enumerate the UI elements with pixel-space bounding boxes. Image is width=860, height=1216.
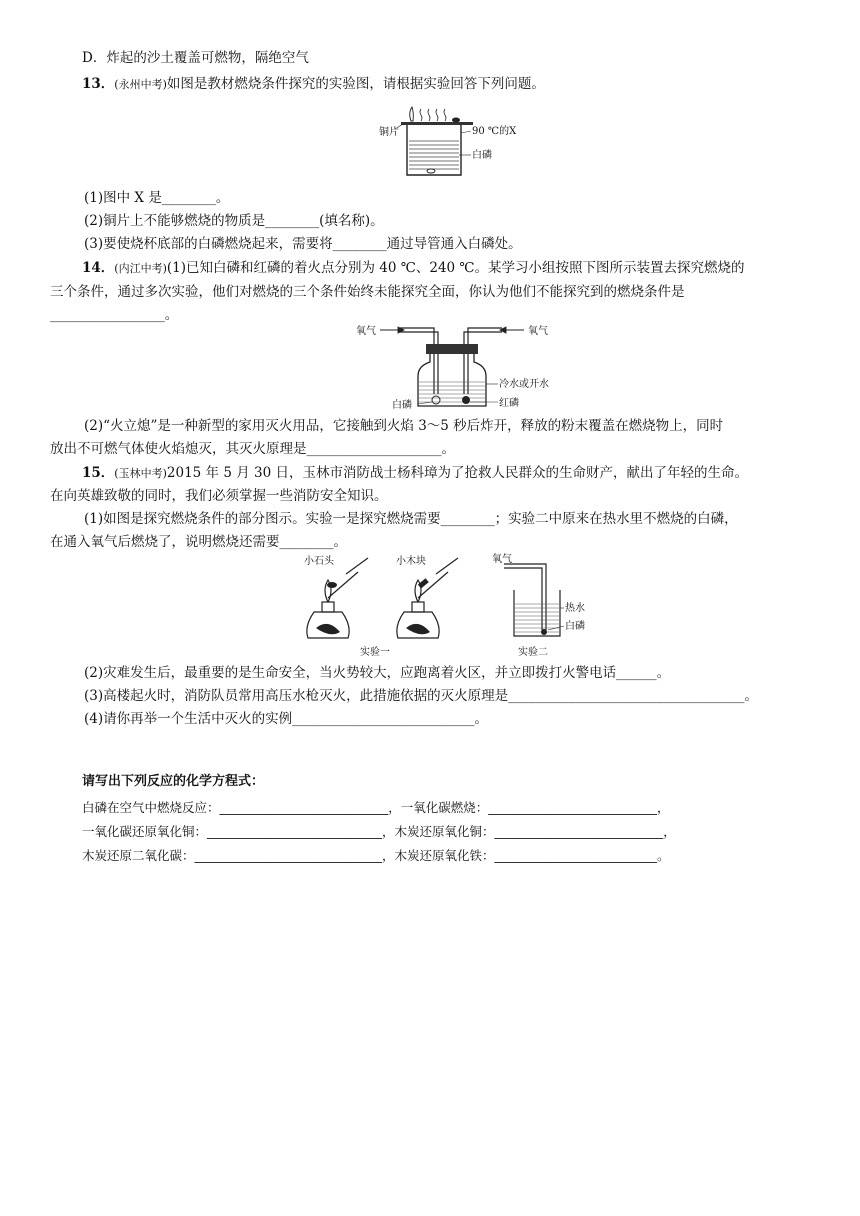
label-stone: 小石头 xyxy=(304,556,334,567)
question-number: 13． xyxy=(82,76,115,92)
question-source: (永州中考) xyxy=(114,78,167,91)
label-hot-water: 热水 xyxy=(565,603,585,614)
question-14-stem xyxy=(82,258,745,279)
question-15-stem-line-2: 在向英雄致敬的同时，我们必须掌握一些消防安全知识。 xyxy=(50,488,388,504)
label-white-phosphorus: 白磷 xyxy=(472,150,492,161)
label-oxygen: 氧气 xyxy=(492,554,512,565)
label-red-phosphorus: 红磷 xyxy=(499,398,519,409)
question-text: 如图是教材燃烧条件探究的实验图，请根据实验回答下列问题。 xyxy=(166,76,545,92)
equations-row-2: 一氧化碳还原氧化铜：____________________________，木炭还原氧化铜：___________________________， xyxy=(82,824,676,839)
equations-row-3: 木炭还原二氧化碳：______________________________，木炭还原氧化铁：__________________________。 xyxy=(82,848,670,863)
question-number: 14． xyxy=(82,260,115,276)
equations-row-1: 白磷在空气中燃烧反应：___________________________，一氧化碳燃烧：___________________________， xyxy=(82,800,670,815)
question-14-part-2-line-2: 放出不可燃气体使火焰熄灭，其灭火原理是____________________。 xyxy=(50,441,455,457)
label-oxygen-left: 氧气 xyxy=(356,326,376,337)
question-15-part-4: (4)请你再举一个生活中灭火的实例___________________________。 xyxy=(84,711,488,727)
figure-q13-combustion-setup xyxy=(375,105,525,180)
question-15-part-3: (3)高楼起火时，消防队员常用高压水枪灭火，此措施依据的灭火原理是___________________________________。 xyxy=(84,688,758,704)
figure-q15-experiments xyxy=(292,552,592,662)
question-source: (内江中考) xyxy=(114,262,167,275)
question-13-stem xyxy=(82,74,545,95)
question-13-part-1: (1)图中 X 是________。 xyxy=(84,190,230,206)
label-white-phosphorus: 白磷 xyxy=(565,621,585,632)
label-white-phosphorus: 白磷 xyxy=(392,400,412,411)
question-13-part-2: (2)铜片上不能够燃烧的物质是________(填名称)。 xyxy=(84,213,384,229)
question-15-part-1-line-2: 在通入氧气后燃烧了，说明燃烧还需要________。 xyxy=(50,534,347,550)
question-15-part-2: (2)灾难发生后，最重要的是生命安全，当火势较大，应跑离着火区，并立即拨打火警电话______。 xyxy=(84,665,671,681)
label-liquid-x: 90 ℃的X xyxy=(472,126,517,137)
label-experiment-2: 实验二 xyxy=(518,647,548,658)
option-d: D．炸起的沙土覆盖可燃物，隔绝空气 xyxy=(82,50,309,66)
figure-q14-phosphorus-apparatus xyxy=(352,322,552,412)
question-14-part-2-line-1: (2)“火立熄”是一种新型的家用灭火用品，它接触到火焰 3～5 秒后炸开，释放的粉末覆盖在燃烧物上，同时 xyxy=(84,418,724,434)
question-15-stem xyxy=(82,463,748,484)
question-source: (玉林中考) xyxy=(114,467,167,480)
label-copper: 铜片 xyxy=(379,127,399,138)
question-14-stem-line-3: _________________。 xyxy=(50,307,179,323)
question-text: (1)已知白磷和红磷的着火点分别为 40 ℃、240 ℃。某学习小组按照下图所示装置去探究燃烧的 xyxy=(166,260,745,276)
label-experiment-1: 实验一 xyxy=(360,647,390,658)
question-14-stem-line-2: 三个条件，通过多次实验，他们对燃烧的三个条件始终未能探究全面，你认为他们不能探究到的燃烧条件是 xyxy=(50,284,685,300)
label-wood: 小木块 xyxy=(396,556,426,567)
label-oxygen-right: 氧气 xyxy=(528,326,548,337)
question-13-part-3: (3)要使烧杯底部的白磷燃烧起来，需要将________通过导管通入白磷处。 xyxy=(84,236,522,252)
question-text: 2015 年 5 月 30 日，玉林市消防战士杨科璋为了抢救人民群众的生命财产，献出了年轻的生命。 xyxy=(166,465,748,481)
question-15-part-1-line-1: (1)如图是探究燃烧条件的部分图示。实验一是探究燃烧需要________；实验二中原来在热水里不燃烧的白磷， xyxy=(84,511,738,527)
question-number: 15． xyxy=(82,465,115,481)
equations-heading: 请写出下列反应的化学方程式： xyxy=(82,774,265,789)
label-water: 冷水或开水 xyxy=(499,379,549,390)
